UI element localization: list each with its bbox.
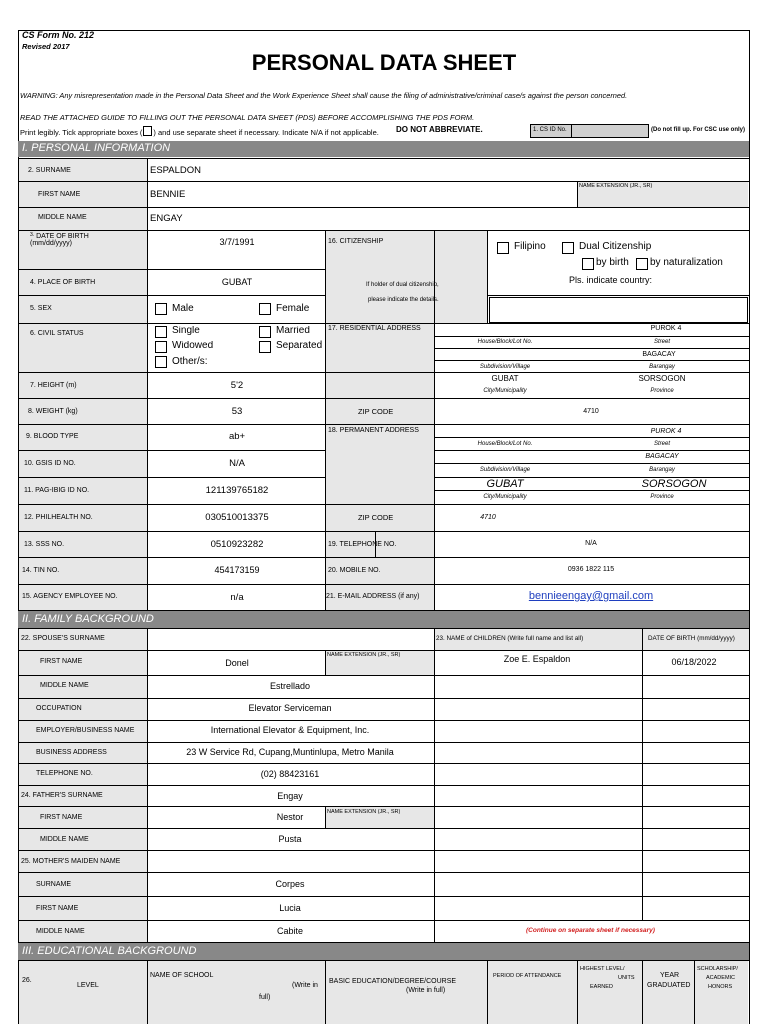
label-father-name-ext: NAME EXTENSION (JR., SR) [327,809,401,815]
label-business-address: BUSINESS ADDRESS [36,749,107,756]
section-education-title: III. EDUCATIONAL BACKGROUND [22,945,197,957]
section-personal-title: I. PERSONAL INFORMATION [22,142,171,154]
res-city-value[interactable]: GUBAT [491,374,519,383]
label-philhealth: 12. PHILHEALTH NO. [24,514,93,521]
label-height: 7. HEIGHT (m) [30,382,77,389]
checkbox-married[interactable] [259,326,271,338]
res-subdivision-sublabel: Subdivision/Village [479,364,531,370]
csc-use-note: (Do not fill up. For CSC use only) [651,127,745,133]
value-pagibig[interactable]: 121139765182 [205,485,269,496]
value-telephone[interactable]: N/A [585,540,597,547]
section-family-background [18,611,749,628]
checkbox-female[interactable] [259,303,271,315]
label-by-naturalization: by naturalization [650,257,723,268]
label-employer: EMPLOYER/BUSINESS NAME [36,727,135,734]
checkbox-filipino[interactable] [497,242,509,254]
label-dob [30,233,89,248]
value-child-name[interactable]: Zoe E. Espaldon [503,654,571,664]
value-child-dob[interactable]: 06/18/2022 [671,657,717,667]
res-house-sublabel: House/Block/Lot No. [477,339,533,345]
label-sex: 5. SEX [30,305,52,312]
cs-id-field[interactable] [571,124,649,138]
label-single: Single [172,326,200,335]
label-widowed: Widowed [172,341,214,350]
value-agency-employee[interactable]: n/a [230,592,244,603]
label-female: Female [276,303,310,314]
edu-header-scholarship: SCHOLARSHIP/ [697,966,738,972]
perm-barangay-sublabel: Barangay [649,467,675,473]
value-first-name[interactable]: BENNIE [150,189,186,200]
label-residential-address: 17. RESIDENTIAL ADDRESS [328,325,421,332]
edu-header-highest: HIGHEST LEVEL/ [580,966,625,972]
label-spouse-telephone: TELEPHONE NO. [36,770,93,777]
form-number: CS Form No. 212 [22,30,95,40]
perm-street-sublabel: Street [653,441,671,447]
res-city-sublabel: City/Municipality [483,388,527,394]
label-mobile: 20. MOBILE NO. [328,567,381,574]
do-not-abbreviate: DO NOT ABBREVIATE. [396,125,483,134]
continue-note: (Continue on separate sheet if necessary) [526,927,655,934]
value-email[interactable]: bennieengay@gmail.com [528,590,654,602]
warning-text: WARNING: Any misrepresentation made in the Personal Data Sheet and the Work Experience Sheet shall cause the filing of administrative/criminal case/s against the person concerned. [20,91,628,100]
value-mother-middle-name[interactable]: Cabite [276,926,304,936]
label-res-zip: ZIP CODE [358,407,394,416]
res-street-sublabel: Street [653,339,671,345]
value-occupation[interactable]: Elevator Serviceman [248,703,332,713]
label-pagibig: 11. PAG-IBIG ID NO. [24,487,90,494]
edu-header-units: UNITS [618,975,635,981]
label-mother-maiden-name: 25. MOTHER'S MAIDEN NAME [21,858,121,865]
perm-house-sublabel: House/Block/Lot No. [477,441,533,447]
label-dual-note-1: If holder of dual citizenship, [366,282,439,288]
label-telephone: 19. TELEPHONE NO. [328,541,397,548]
label-agency-employee: 15. AGENCY EMPLOYEE NO. [22,593,118,600]
value-sss[interactable]: 0510923282 [210,539,264,550]
label-filipino: Filipino [514,241,546,252]
read-guide-text: READ THE ATTACHED GUIDE TO FILLING OUT THE PERSONAL DATA SHEET (PDS) BEFORE ACCOMPLISHING THE PDS FORM. [20,113,475,122]
label-mother-surname: SURNAME [36,881,72,888]
res-zip-value[interactable]: 4710 [583,408,599,415]
value-middle-name[interactable]: ENGAY [150,213,183,224]
label-child-dob-header: DATE OF BIRTH (mm/dd/yyyy) [648,635,735,642]
label-separated: Separated [276,340,323,351]
res-barangay-value[interactable]: BAGACAY [642,351,676,358]
label-middle-name: MIDDLE NAME [38,214,87,221]
label-weight: 8. WEIGHT (kg) [28,408,78,415]
value-mother-surname[interactable]: Corpes [275,879,305,889]
cs-id-label: 1. CS ID No. [533,127,567,133]
res-street-value[interactable]: PUROK 4 [650,325,682,332]
label-spouse-surname: 22. SPOUSE'S SURNAME [21,635,105,642]
label-father-middle-name: MIDDLE NAME [40,836,89,843]
perm-barangay-value[interactable]: BAGACAY [645,453,679,460]
perm-zip-value[interactable]: 4710 [480,514,496,521]
value-place-of-birth[interactable]: GUBAT [221,277,253,287]
label-father-surname: 24. FATHER'S SURNAME [21,792,103,799]
value-father-middle-name[interactable]: Pusta [278,834,302,844]
value-employer[interactable]: International Elevator & Equipment, Inc. [210,725,370,735]
label-mother-middle-name: MIDDLE NAME [36,928,85,935]
checkbox-male[interactable] [155,303,167,315]
value-spouse-first-name[interactable]: Donel [225,658,249,668]
section-family-title: II. FAMILY BACKGROUND [22,613,154,625]
label-dual-note-2: please indicate the details. [368,297,439,303]
res-province-sublabel: Province [650,388,674,394]
checkbox-single[interactable] [155,326,167,338]
checkbox-others[interactable] [155,356,167,368]
value-blood-type[interactable]: ab+ [228,431,246,442]
value-tin[interactable]: 454173159 [214,565,260,575]
edu-header-earned: EARNED [590,984,613,990]
edu-header-graduated: GRADUATED [647,982,691,989]
form-revision: Revised 2017 [22,42,70,51]
checkbox-by-naturalization[interactable] [636,258,648,270]
perm-subdivision-sublabel: Subdivision/Village [479,467,531,473]
label-place-of-birth: 4. PLACE OF BIRTH [30,279,96,286]
label-dual-citizenship: Dual Citizenship [579,241,652,252]
label-name-extension: NAME EXTENSION (JR., SR) [579,183,653,189]
label-sss: 13. SSS NO. [24,541,65,548]
citizenship-details-label-bg [434,230,487,323]
label-male: Male [172,303,194,314]
label-mother-first-name: FIRST NAME [36,905,79,912]
value-spouse-telephone[interactable]: (02) 88423161 [260,769,320,779]
value-mobile[interactable]: 0936 1822 115 [567,566,615,573]
value-father-surname[interactable]: Engay [277,791,303,801]
section-educational-background [18,943,749,960]
label-civil-status: 6. CIVIL STATUS [30,330,84,337]
checkbox-by-birth[interactable] [582,258,594,270]
section-personal-info [18,141,749,157]
label-by-birth: by birth [596,257,629,268]
label-children-header: 23. NAME of CHILDREN (Write full name and list all) [436,635,584,642]
edu-header-academic: ACADEMIC [706,975,736,981]
country-input[interactable] [489,297,748,323]
label-email: 21. E-MAIL ADDRESS (if any) [326,593,420,600]
value-height[interactable]: 5'2 [230,380,244,391]
label-dob-text: DATE OF BIRTH (mm/dd/yyyy) [30,233,89,248]
edu-header-course: BASIC EDUCATION/DEGREE/COURSE [329,978,457,985]
perm-street-value[interactable]: PUROK 4 [650,428,682,435]
checkbox-separated[interactable] [259,341,271,353]
label-spouse-first-name: FIRST NAME [40,658,83,665]
label-gsis: 10. GSIS ID NO. [24,460,76,467]
label-blood-type: 9. BLOOD TYPE [26,433,79,440]
value-surname[interactable]: ESPALDON [150,165,202,176]
edu-header-school: NAME OF SCHOOL [150,972,214,979]
label-surname: 2. SURNAME [28,167,71,174]
edu-header-honors: HONORS [708,984,733,990]
tick-box-sample [143,126,152,136]
value-business-address[interactable]: 23 W Service Rd, Cupang,Muntinlupa, Metro Manila [186,747,394,757]
res-barangay-sublabel: Barangay [649,364,675,370]
value-mother-first-name[interactable]: Lucia [279,903,301,913]
label-indicate-country: Pls. indicate country: [569,275,653,285]
value-weight[interactable]: 53 [231,406,243,417]
print-post: ) and use separate sheet if necessary. Indicate N/A if not applicable. [153,128,379,137]
perm-province-sublabel: Province [650,494,674,500]
label-perm-zip: ZIP CODE [358,513,394,522]
edu-header-full: full) [259,994,271,1001]
edu-header-num: 26. [22,977,32,984]
page-title: PERSONAL DATA SHEET [251,50,517,75]
label-father-first-name: FIRST NAME [40,814,83,821]
label-spouse-name-ext: NAME EXTENSION (JR., SR) [327,652,401,658]
label-citizenship: 16. CITIZENSHIP [328,238,384,245]
value-philhealth[interactable]: 030510013375 [205,512,269,523]
education-header-row [19,961,748,1024]
value-gsis[interactable]: N/A [229,458,245,469]
checkbox-widowed[interactable] [155,341,167,353]
value-father-first-name[interactable]: Nestor [276,812,304,822]
label-first-name: FIRST NAME [38,191,81,198]
perm-city-value[interactable]: GUBAT [486,478,524,490]
label-others: Other/s: [172,356,208,367]
edu-header-level: LEVEL [77,982,99,989]
checkbox-dual-citizenship[interactable] [562,242,574,254]
edu-header-course-write: (Write in full) [406,987,446,994]
perm-province-value[interactable]: SORSOGON [641,478,707,490]
label-married: Married [276,326,310,335]
edu-header-year: YEAR [660,972,680,979]
label-dob-num: 3. [30,232,35,238]
res-province-value[interactable]: SORSOGON [638,374,686,383]
print-instructions [20,126,379,137]
label-spouse-middle-name: MIDDLE NAME [40,682,89,689]
value-spouse-middle-name[interactable]: Estrellado [269,681,311,691]
edu-header-period: PERIOD OF ATTENDANCE [493,973,562,979]
value-dob[interactable]: 3/7/1991 [219,237,255,247]
print-pre: Print legibly. Tick appropriate boxes ( [20,128,143,137]
label-permanent-address: 18. PERMANENT ADDRESS [328,427,419,434]
edu-header-write-in: (Write in [292,982,318,989]
label-tin: 14. TIN NO. [22,567,60,574]
perm-city-sublabel: City/Municipality [483,494,527,500]
label-occupation: OCCUPATION [36,705,82,712]
